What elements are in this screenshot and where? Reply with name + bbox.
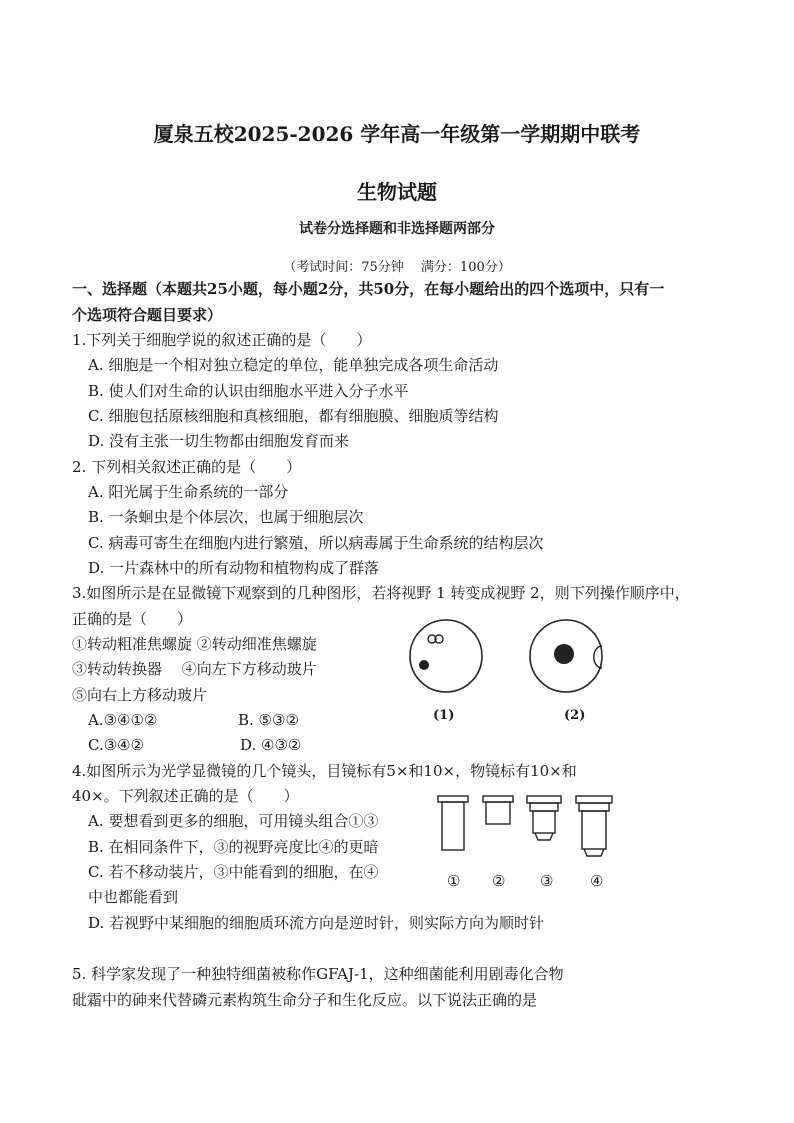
q3-stem-line1: 3.如图所示是在显微镜下观察到的几种图形，若将视野 1 转变成视野 2，则下列操作顺序中，	[72, 584, 690, 602]
exam-meta: （考试时间：75分钟 满分：100分）	[283, 260, 511, 275]
q4-stem-line2: 40×。下列叙述正确的是（ ）	[72, 787, 299, 805]
q3-option-d: D. ④③②	[240, 736, 302, 754]
q4-option-c-line1: C. 若不移动装片，③中能看到的细胞，在④	[88, 863, 379, 881]
objective-3-icon	[527, 796, 561, 840]
q4-option-d: D. 若视野中某细胞的细胞质环流方向是逆时针，则实际方向为顺时针	[88, 914, 545, 932]
q2-stem: 2. 下列相关叙述正确的是（ ）	[72, 458, 302, 476]
section-heading	[72, 276, 732, 328]
lens-label-3: ③	[540, 872, 554, 890]
q1-stem: 1.下列关于细胞学说的叙述正确的是（ ）	[72, 331, 372, 349]
exam-title: 厦泉五校2025-2026 学年高一年级第一学期期中联考	[153, 122, 641, 146]
q1-option-a: A. 细胞是一个相对独立稳定的单位，能单独完成各项生命活动	[88, 356, 499, 374]
lens-label-4: ④	[590, 872, 604, 890]
q4-lens-figure	[430, 794, 620, 864]
q2-option-a: A. 阳光属于生命系统的一部分	[88, 483, 289, 501]
q2-option-d: D. 一片森林中的所有动物和植物构成了群落	[88, 559, 380, 577]
lens-label-1: ①	[447, 872, 461, 890]
q1-option-d: D. 没有主张一切生物都由细胞发育而来	[88, 432, 350, 450]
q3-option-c: C.③④②	[88, 736, 145, 754]
section-heading-line2: 个选项符合题目要求）	[72, 306, 223, 324]
lens-label-2: ②	[492, 872, 506, 890]
q4-option-a: A. 要想看到更多的细胞，可用镜头组合①③	[88, 812, 379, 830]
q3-step-line2: ③转动转换器 ④向左下方移动玻片	[72, 660, 317, 678]
q3-step-line3: ⑤向右上方移动玻片	[72, 686, 208, 704]
q3-option-b: B. ⑤③②	[238, 711, 299, 729]
q3-figure-1-label: (1)	[433, 708, 455, 723]
q4-stem-line1: 4.如图所示为光学显微镜的几个镜头，目镜标有5×和10×，物镜标有10×和	[72, 762, 577, 780]
subject-title: 生物试题	[357, 180, 437, 204]
q3-option-a: A.③④①②	[88, 711, 158, 729]
q5-stem-line1: 5. 科学家发现了一种独特细菌被称作GFAJ-1，这种细菌能利用剧毒化合物	[72, 965, 564, 983]
paper-note: 试卷分选择题和非选择题两部分	[299, 221, 495, 237]
q3-step-line1: ①转动粗准焦螺旋 ②转动细准焦螺旋	[72, 635, 317, 653]
q2-option-c: C. 病毒可寄生在细胞内进行繁殖，所以病毒属于生命系统的结构层次	[88, 534, 544, 552]
q4-option-c-line2: 中也都能看到	[88, 888, 179, 906]
eyepiece-1-icon	[438, 796, 468, 850]
eyepiece-2-icon	[483, 796, 513, 824]
q3-stem-line2: 正确的是（ ）	[72, 610, 193, 628]
q2-option-b: B. 一条蛔虫是个体层次，也属于细胞层次	[88, 508, 364, 526]
section-heading-line1: 一、选择题（本题共25小题，每小题2分，共50分，在每小题给出的四个选项中，只有一	[72, 280, 665, 298]
q1-option-b: B. 使人们对生命的认识由细胞水平进入分子水平	[88, 382, 409, 400]
q5-stem-line2: 砒霜中的砷来代替磷元素构筑生命分子和生化反应。以下说法正确的是	[72, 991, 538, 1009]
q4-option-b: B. 在相同条件下，③的视野亮度比④的更暗	[88, 838, 379, 856]
q3-field-of-view-2	[524, 612, 608, 712]
objective-4-icon	[576, 796, 612, 856]
q1-option-c: C. 细胞包括原核细胞和真核细胞，都有细胞膜、细胞质等结构	[88, 407, 499, 425]
q3-figure-2-label: (2)	[564, 708, 586, 723]
q3-field-of-view-1	[404, 612, 488, 712]
